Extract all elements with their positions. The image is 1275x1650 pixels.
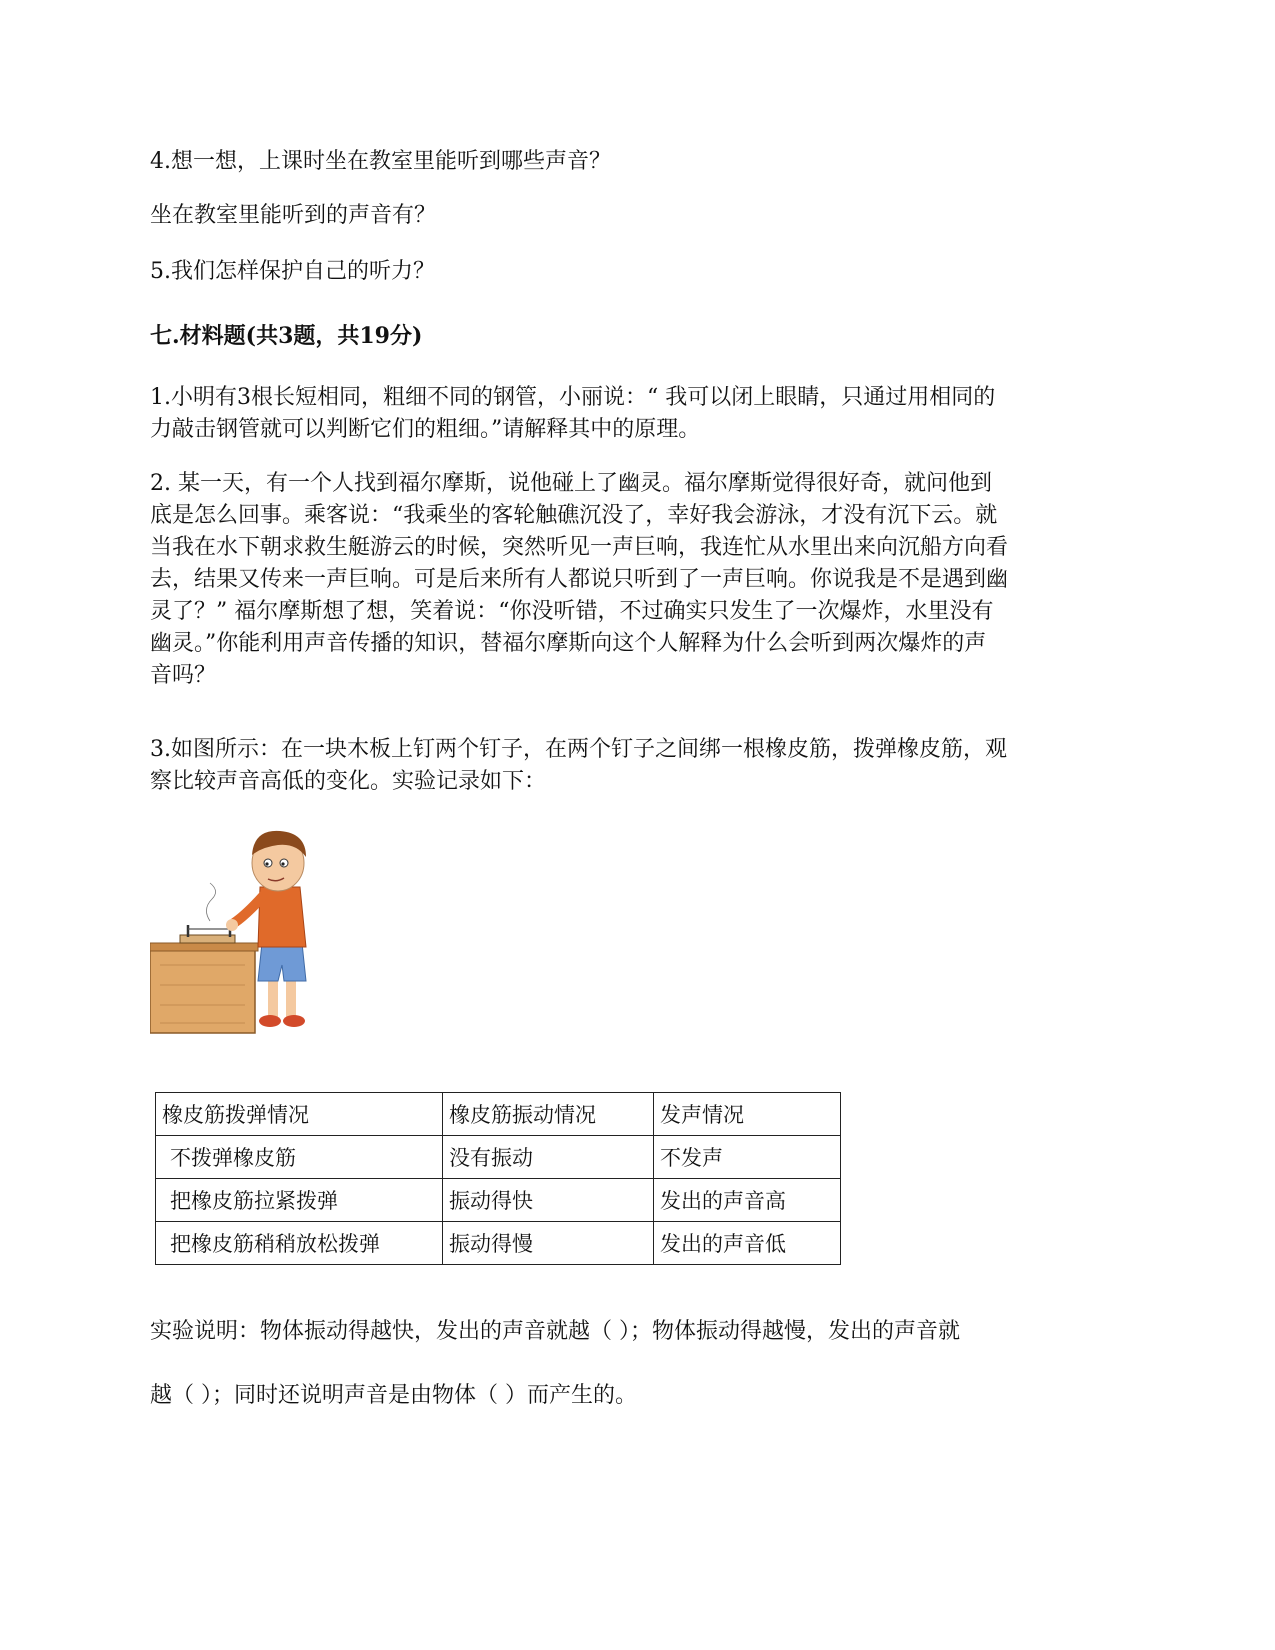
desk-top: [150, 943, 258, 951]
text-line: 当我在水下朝求救生艇游云的时候，突然听见一声巨响，我连忙从水里出来向沉船方向看: [150, 535, 1009, 560]
question-4-answer-prompt: 坐在教室里能听到的声音有？: [150, 203, 437, 228]
text-line: 察比较声音高低的变化。实验记录如下：: [150, 769, 547, 794]
table-cell: 不发声: [654, 1136, 841, 1179]
conclusion-line-2: 越（ ）；同时还说明声音是由物体（ ）而产生的。: [150, 1383, 637, 1408]
boy-hand: [226, 919, 238, 931]
text-line: 音吗？: [150, 663, 217, 688]
material-question-3: [150, 734, 1130, 798]
shoe-right: [283, 1015, 305, 1027]
question-5: 5.我们怎样保护自己的听力？: [150, 259, 435, 284]
text-line: 1.小明有3根长短相同，粗细不同的钢管，小丽说：“ 我可以闭上眼睛，只通过用相同的: [150, 385, 996, 410]
vibration-lines: [206, 883, 215, 921]
text-line: 去，结果又传来一声巨响。可是后来所有人都说只听到了一声巨响。你说我是不是遇到幽: [150, 567, 1009, 592]
table-cell: 发出的声音低: [654, 1222, 841, 1265]
table-row: [156, 1136, 841, 1179]
text-line: 灵了？” 福尔摩斯想了想，笑着说：“你没听错，不过确实只发生了一次爆炸，水里没有: [150, 599, 994, 624]
conclusion-line-1: 实验说明：物体振动得越快，发出的声音就越（ ）；物体振动得越慢，发出的声音就: [150, 1319, 960, 1344]
table-cell: 把橡皮筋拉紧拨弹: [156, 1179, 443, 1222]
shoe-left: [259, 1015, 281, 1027]
table-cell: 振动得快: [443, 1179, 654, 1222]
question-4: 4.想一想，上课时坐在教室里能听到哪些声音？: [150, 149, 611, 174]
table-cell: 发出的声音高: [654, 1179, 841, 1222]
table-row: [156, 1179, 841, 1222]
boy-shorts: [258, 943, 306, 981]
text-line: 底是怎么回事。乘客说：“我乘坐的客轮触礁沉没了，幸好我会游泳，才没有沉下云。就: [150, 503, 998, 528]
experiment-illustration: [150, 825, 310, 1035]
table-cell: 把橡皮筋稍稍放松拨弹: [156, 1222, 443, 1265]
table-cell: 不拨弹橡皮筋: [156, 1136, 443, 1179]
table-header-row: [156, 1093, 841, 1136]
text-line: 3.如图所示：在一块木板上钉两个钉子，在两个钉子之间绑一根橡皮筋，拨弹橡皮筋，观: [150, 737, 1007, 762]
experiment-record-table: [155, 1092, 841, 1265]
material-question-1: [150, 382, 1130, 446]
text-line: 幽灵。”你能利用声音传播的知识，替福尔摩斯向这个人解释为什么会听到两次爆炸的声: [150, 631, 987, 656]
text-line: 2. 某一天，有一个人找到福尔摩斯，说他碰上了幽灵。福尔摩斯觉得很好奇，就问他到: [150, 471, 992, 496]
table-header-cell: 发声情况: [654, 1093, 841, 1136]
section-heading: 七.材料题(共3题，共19分): [150, 323, 423, 349]
desk: [150, 945, 255, 1033]
table-cell: 振动得慢: [443, 1222, 654, 1265]
material-question-2: [150, 468, 1130, 692]
table-header-cell: 橡皮筋拨弹情况: [156, 1093, 443, 1136]
table-row: [156, 1222, 841, 1265]
text-line: 力敲击钢管就可以判断它们的粗细。”请解释其中的原理。: [150, 417, 701, 442]
table-header-cell: 橡皮筋振动情况: [443, 1093, 654, 1136]
table-cell: 没有振动: [443, 1136, 654, 1179]
